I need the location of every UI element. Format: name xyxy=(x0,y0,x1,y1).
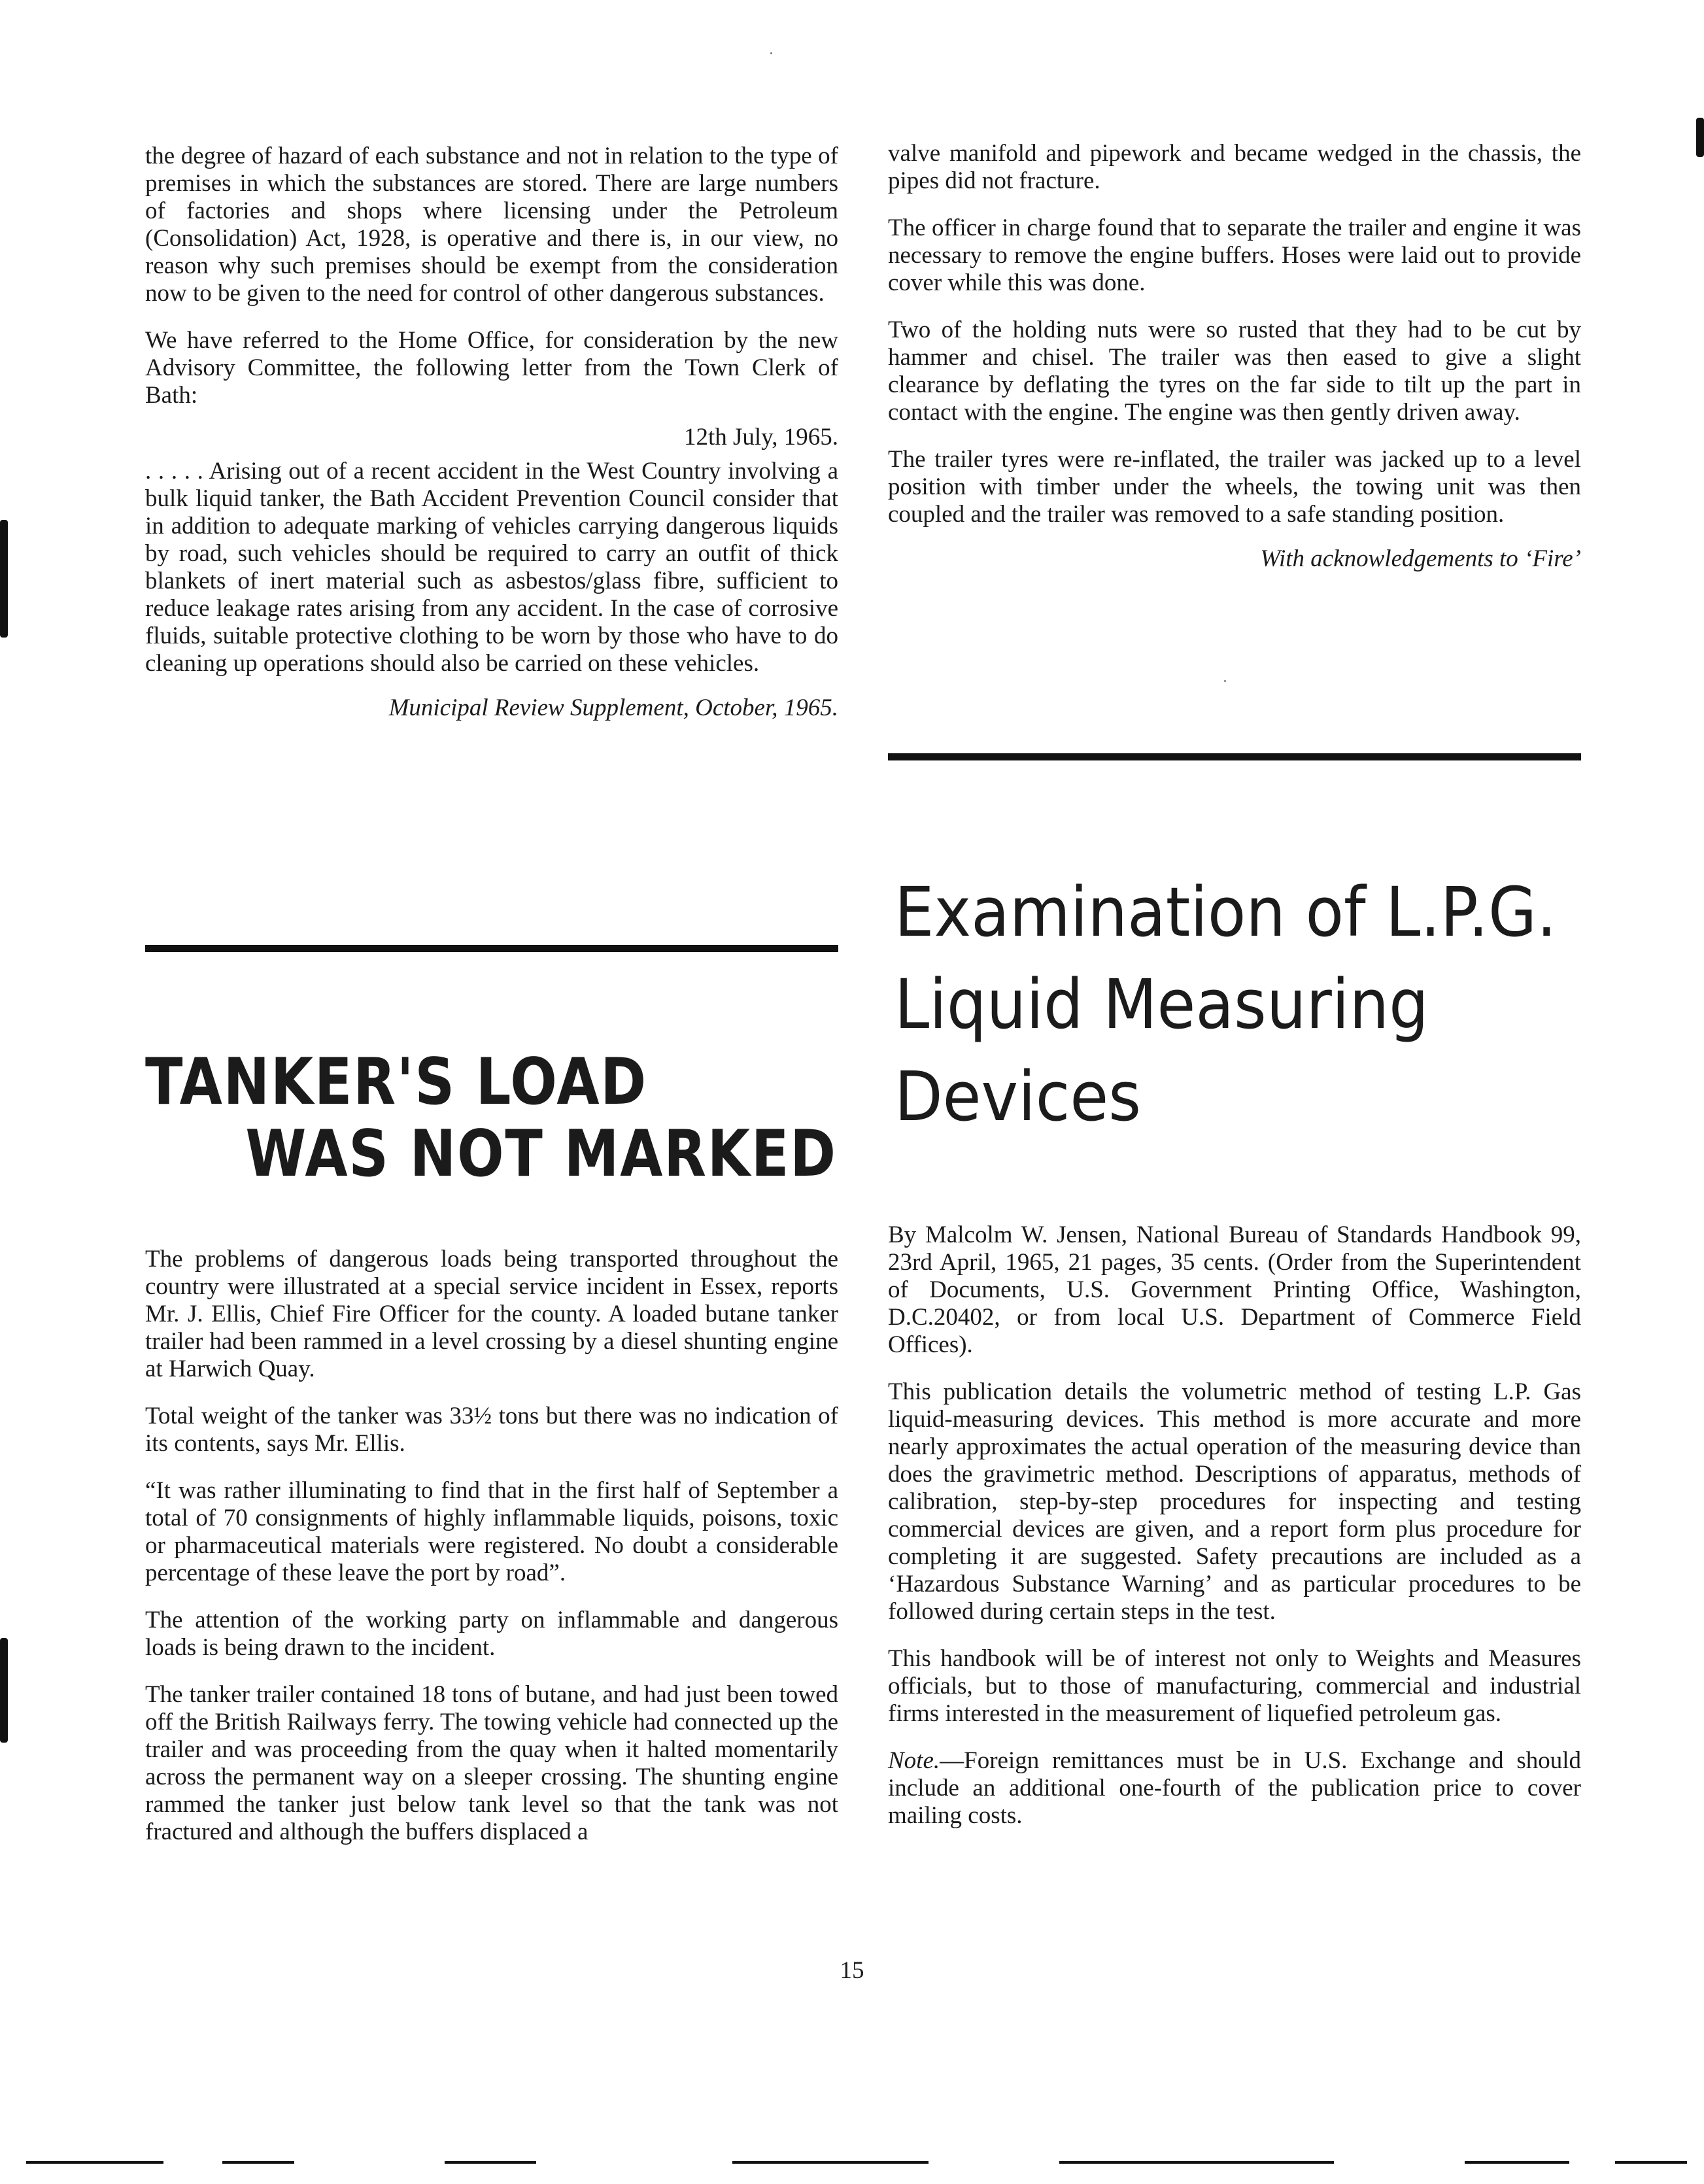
tanker-paragraph: Total weight of the tanker was 33½ tons but there was no indication of its contents, says Mr. Ellis. xyxy=(145,1403,838,1457)
lpg-byline: By Malcolm W. Jensen, National Bureau of Standards Handbook 99, 23rd April, 1965, 21 pages, 35 cents. (Order from the Superintendent of Documents, U.S. Government Printing Office, Washington, D.C.20402, or from local U.S. Department of Commerce Field Offices). xyxy=(888,1221,1581,1358)
tanker-article-body xyxy=(145,1246,838,1846)
page-number: 15 xyxy=(840,1957,864,1984)
letter-source: Municipal Review Supplement, October, 1965. xyxy=(388,694,838,721)
letter-date: 12th July, 1965. xyxy=(683,424,838,451)
continuation-paragraph: Two of the holding nuts were so rusted that they had to be cut by hammer and chisel. The trailer was then eased to give a slight clearance by deflating the tyres on the far side to tilt up the part in contact with the engine. The engine was then gently driven away. xyxy=(888,316,1581,426)
footer-rule xyxy=(26,2161,163,2164)
tanker-headline-line2: WAS NOT MARKED xyxy=(245,1117,837,1191)
lpg-headline-line1: Examination of L.P.G. xyxy=(895,872,1557,952)
acknowledgement: With acknowledgements to ‘Fire’ xyxy=(1260,545,1581,572)
binding-mark xyxy=(1696,118,1704,157)
continuation-paragraph: valve manifold and pipework and became wedged in the chassis, the pipes did not fracture. xyxy=(888,140,1581,194)
footer-rule xyxy=(222,2161,294,2164)
tanker-paragraph: The attention of the working party on inflammable and dangerous loads is being drawn to the incident. xyxy=(145,1607,838,1661)
tanker-continuation xyxy=(888,140,1581,573)
tanker-paragraph: “It was rather illuminating to find that in the first half of September a total of 70 consignments of highly inflammable liquids, poisons, toxic or pharmaceutical materials were registered. No doubt a considerable percentage of these leave the port by road”. xyxy=(145,1477,838,1586)
lpg-note-text: —Foreign remittances must be in U.S. Exchange and should include an additional one-fourth of the publication price to cover mailing costs. xyxy=(888,1747,1581,1829)
left-column-top xyxy=(145,143,838,722)
section-divider-left xyxy=(145,945,838,952)
footer-rule xyxy=(1059,2161,1334,2164)
lpg-article-body xyxy=(888,1221,1581,1830)
footer-rule xyxy=(1465,2161,1569,2164)
lpg-headline xyxy=(895,866,1586,1143)
lpg-note xyxy=(888,1747,1581,1830)
scan-speck xyxy=(1224,680,1226,682)
footer-rule xyxy=(445,2161,536,2164)
footer-rule xyxy=(1615,2161,1687,2164)
letter-body: . . . . . Arising out of a recent accident in the West Country involving a bulk liquid tanker, the Bath Accident Prevention Council consider that in addition to adequate marking of vehicles carrying dangerous liquids by road, such vehicles should be required to carry an outfit of thick blankets of inert material such as asbestos/glass fibre, sufficient to reduce leakage rates arising from any accident. In the case of corrosive fluids, suitable protective clothing to be worn by those who have to do cleaning up operations should also be carried on these vehicles. xyxy=(145,458,838,677)
home-office-paragraph: We have referred to the Home Office, for consideration by the new Advisory Committee, the following letter from the Town Clerk of Bath: xyxy=(145,327,838,409)
scan-speck xyxy=(770,52,772,54)
tanker-headline xyxy=(145,1045,837,1191)
tanker-paragraph: The problems of dangerous loads being transported throughout the country were illustrated at a special service incident in Essex, reports Mr. J. Ellis, Chief Fire Officer for the county. A loaded butane tanker trailer had been rammed in a level crossing by a diesel shunting engine at Harwich Quay. xyxy=(145,1246,838,1382)
lpg-headline-line2: Liquid Measuring xyxy=(895,964,1429,1044)
continuation-paragraph: The trailer tyres were re-inflated, the trailer was jacked up to a level position with timber under the wheels, the towing unit was then coupled and the trailer was removed to a safe standing position. xyxy=(888,446,1581,528)
lpg-paragraph: This publication details the volumetric method of testing L.P. Gas liquid-measuring devices. This method is more accurate and more nearly approximates the actual operation of the measuring device than does the gravimetric method. Descriptions of apparatus, methods of calibration, step-by-step procedures for inspecting and testing commercial devices are given, and a report form plus procedure for completing it are suggested. Safety precautions are included as a ‘Hazardous Substance Warning’ and as particular procedures to be followed during certain steps in the test. xyxy=(888,1378,1581,1625)
lpg-headline-line3: Devices xyxy=(895,1057,1142,1136)
hazard-paragraph: the degree of hazard of each substance and not in relation to the type of premises in which the substances are stored. There are large numbers of factories and shops where licensing under the Petroleum (Consolidation) Act, 1928, is operative and there is, in our view, no reason why such premises should be exempt from the consideration now to be given to the need for control of other dangerous substances. xyxy=(145,143,838,307)
binding-mark xyxy=(0,520,8,638)
tanker-headline-line1: TANKER'S LOAD xyxy=(145,1045,647,1119)
lpg-paragraph: This handbook will be of interest not only to Weights and Measures officials, but to those of manufacturing, commercial and industrial firms interested in the measurement of liquefied petroleum gas. xyxy=(888,1645,1581,1727)
binding-mark xyxy=(0,1638,8,1743)
tanker-paragraph: The tanker trailer contained 18 tons of butane, and had just been towed off the British Railways ferry. The towing vehicle had connected up the trailer and was proceeding from the quay when it halted momentarily across the permanent way on a sleeper crossing. The shunting engine rammed the tanker just below tank level so that the tank was not fractured and although the buffers displaced a xyxy=(145,1681,838,1845)
lpg-note-label: Note. xyxy=(888,1747,940,1774)
section-divider-right xyxy=(888,753,1581,760)
continuation-paragraph: The officer in charge found that to separate the trailer and engine it was necessary to remove the engine buffers. Hoses were laid out to provide cover while this was done. xyxy=(888,214,1581,296)
footer-rule xyxy=(732,2161,929,2164)
